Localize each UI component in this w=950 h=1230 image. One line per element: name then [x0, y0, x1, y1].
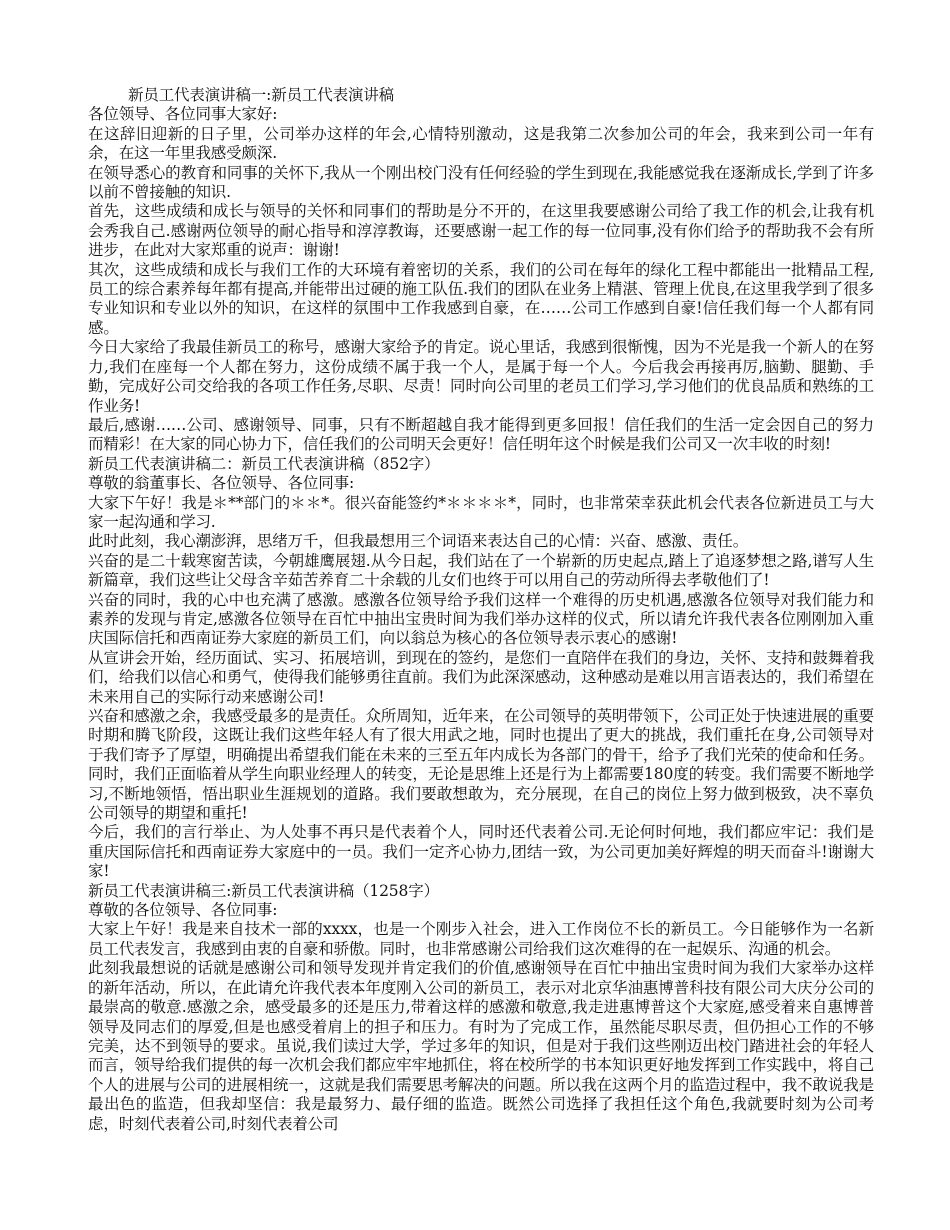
paragraph: 大家下午好！我是＊**部门的＊＊*。很兴奋能签约*＊＊＊＊*，同时，也非常荣幸获此机会代表各位新进员工与大家一起沟通和学习.	[88, 493, 874, 531]
document-body	[88, 86, 874, 1134]
speech-2-title: 新员工代表演讲稿二：新员工代表演讲稿（852字）	[88, 454, 440, 473]
paragraph: 大家上午好！我是来自技术一部的xxxx，也是一个刚步入社会，进入工作岗位不长的新员工。今日能够作为一名新员工代表发言，我感到由衷的自豪和骄傲。同时，也非常感谢公司给我们这次难得的在一起娱乐、沟通的机会。	[88, 920, 874, 958]
paragraph: 在这辞旧迎新的日子里，公司举办这样的年会,心情特别激动，这是我第二次参加公司的年会，我来到公司一年有余，在这一年里我感受颇深.	[88, 124, 874, 163]
paragraph: 最后,感谢……公司、感谢领导、同事，只有不断超越自我才能得到更多回报！信任我们的生活一定会因自己的努力而精彩！在大家的同心协力下，信任我们的公司明天会更好！信任明年这个时候是我们公司又一次丰收的时刻!	[88, 415, 874, 454]
paragraph: 今后，我们的言行举止、为人处事不再只是代表着个人，同时还代表着公司.无论何时何地，我们都应牢记：我们是重庆国际信托和西南证券大家庭中的一员。我们一定齐心协力,团结一致，为公司更加美好辉煌的明天而奋斗!谢谢大家!	[88, 823, 874, 881]
paragraph: 兴奋的是二十载寒窗苦读，今朝雄鹰展翅.从今日起，我们站在了一个崭新的历史起点,踏上了追逐梦想之路,谱写人生新篇章，我们这些让父母含辛茹苦养育二十余载的儿女们也终于可以用自己的劳动所得去孝敬他们了!	[88, 551, 874, 590]
paragraph: 从宣讲会开始，经历面试、实习、拓展培训，到现在的签约，是您们一直陪伴在我们的身边，关怀、支持和鼓舞着我们，给我们以信心和勇气，使得我们能够勇往直前。我们为此深深感动，这种感动是难以用言语表达的，我们希望在未来用自己的实际行动来感谢公司!	[88, 648, 874, 706]
paragraph: 其次，这些成绩和成长与我们工作的大环境有着密切的关系，我们的公司在每年的绿化工程中都能出一批精品工程,员工的综合素养每年都有提高,并能带出过硬的施工队伍.我们的团队在业务上精湛、管理上优良,在这里我学到了很多专业知识和专业以外的知识，在这样的氛围中工作我感到自豪，在……公司工作感到自豪!信任我们每一个人都有同感。	[88, 260, 874, 337]
paragraph: 此刻我最想说的话就是感谢公司和领导发现并肯定我们的价值,感谢领导在百忙中抽出宝贵时间为我们大家举办这样的新年活动，所以，在此请允许我代表本年度刚入公司的新员工，表示对北京华油惠博普科技有限公司大庆分公司的最崇高的敬意.感激之余，感受最多的还是压力,带着这样的感激和敬意,我走进惠博普这个大家庭,感受着来自惠博普领导及同志们的厚爱,但是也感受着肩上的担子和压力。有时为了完成工作，虽然能尽职尽责，但仍担心工作的不够完美，达不到领导的要求。虽说,我们读过大学，学过多年的知识，但是对于我们这些刚迈出校门踏进社会的年轻人而言，领导给我们提供的每一次机会我们都应牢牢地抓住，将在校所学的书本知识更好地发挥到工作实践中，将自己个人的进展与公司的进展相统一，这就是我们需要思考解决的问题。所以我在这两个月的监造过程中，我不敢说我是最出色的监造，但我却坚信：我是最努力、最仔细的监造。既然公司选择了我担任这个角色,我就要时刻为公司考虑，时刻代表着公司,时刻代表着公司	[88, 959, 874, 1133]
speech-1-title: 新员工代表演讲稿一:新员工代表演讲稿	[128, 86, 395, 104]
paragraph: 兴奋和感激之余，我感受最多的是责任。众所周知，近年来，在公司领导的英明带领下，公司正处于快速进展的重要时期和腾飞阶段，这既让我们这些年轻人有了很大用武之地，同时也提出了更大的挑战，我们重托在身,公司领导对于我们寄予了厚望，明确提出希望我们能在未来的三至五年内成长为各部门的骨干，给予了我们光荣的使命和任务。同时，我们正面临着从学生向职业经理人的转变，无论是思维上还是行为上都需要180度的转变。我们需要不断地学习,不断地领悟，悟出职业生涯规划的道路。我们要敢想敢为，充分展现，在自己的岗位上努力做到极致，决不辜负公司领导的期望和重托!	[88, 707, 874, 823]
speech-2-salutation: 尊敬的翁董事长、各位领导、各位同事:	[88, 474, 355, 493]
paragraph: 在领导悉心的教育和同事的关怀下,我从一个刚出校门没有任何经验的学生到现在,我能感觉我在逐渐成长,学到了许多以前不曾接触的知识.	[88, 163, 874, 202]
speech-3-title: 新员工代表演讲稿三:新员工代表演讲稿（1258字）	[88, 881, 439, 900]
speech-1-salutation: 各位领导、各位同事大家好:	[88, 105, 278, 124]
paragraph: 首先，这些成绩和成长与领导的关怀和同事们的帮助是分不开的，在这里我要感谢公司给了我工作的机会,让我有机会秀我自己.感谢两位领导的耐心指导和淳淳教诲，还要感谢一起工作的每一位同事,没有你们给予的帮助我不会有所进步，在此对大家郑重的说声：谢谢!	[88, 202, 874, 260]
paragraph: 今日大家给了我最佳新员工的称号，感谢大家给予的肯定。说心里话，我感到很惭愧，因为不光是我一个新人的在努力,我们在座每一个人都在努力，这份成绩不属于我一个人，是属于每一个人。今后我会再接再厉,脑勤、腿勤、手勤，完成好公司交给我的各项工作任务,尽职、尽责！同时向公司里的老员工们学习,学习他们的优良品质和熟练的工作业务!	[88, 338, 874, 415]
paragraph: 此时此刻，我心潮澎湃，思绪万千，但我最想用三个词语来表达自己的心情：兴奋、感激、责任。	[88, 532, 749, 551]
paragraph: 兴奋的同时，我的心中也充满了感激。感激各位领导给予我们这样一个难得的历史机遇,感激各位领导对我们能力和素养的发现与肯定,感激各位领导在百忙中抽出宝贵时间为我们举办这样的仪式，所以请允许我代表各位刚刚加入重庆国际信托和西南证券大家庭的新员工们，向以翁总为核心的各位领导表示衷心的感谢!	[88, 590, 874, 648]
speech-3-salutation: 尊敬的各位领导、各位同事:	[88, 901, 278, 920]
